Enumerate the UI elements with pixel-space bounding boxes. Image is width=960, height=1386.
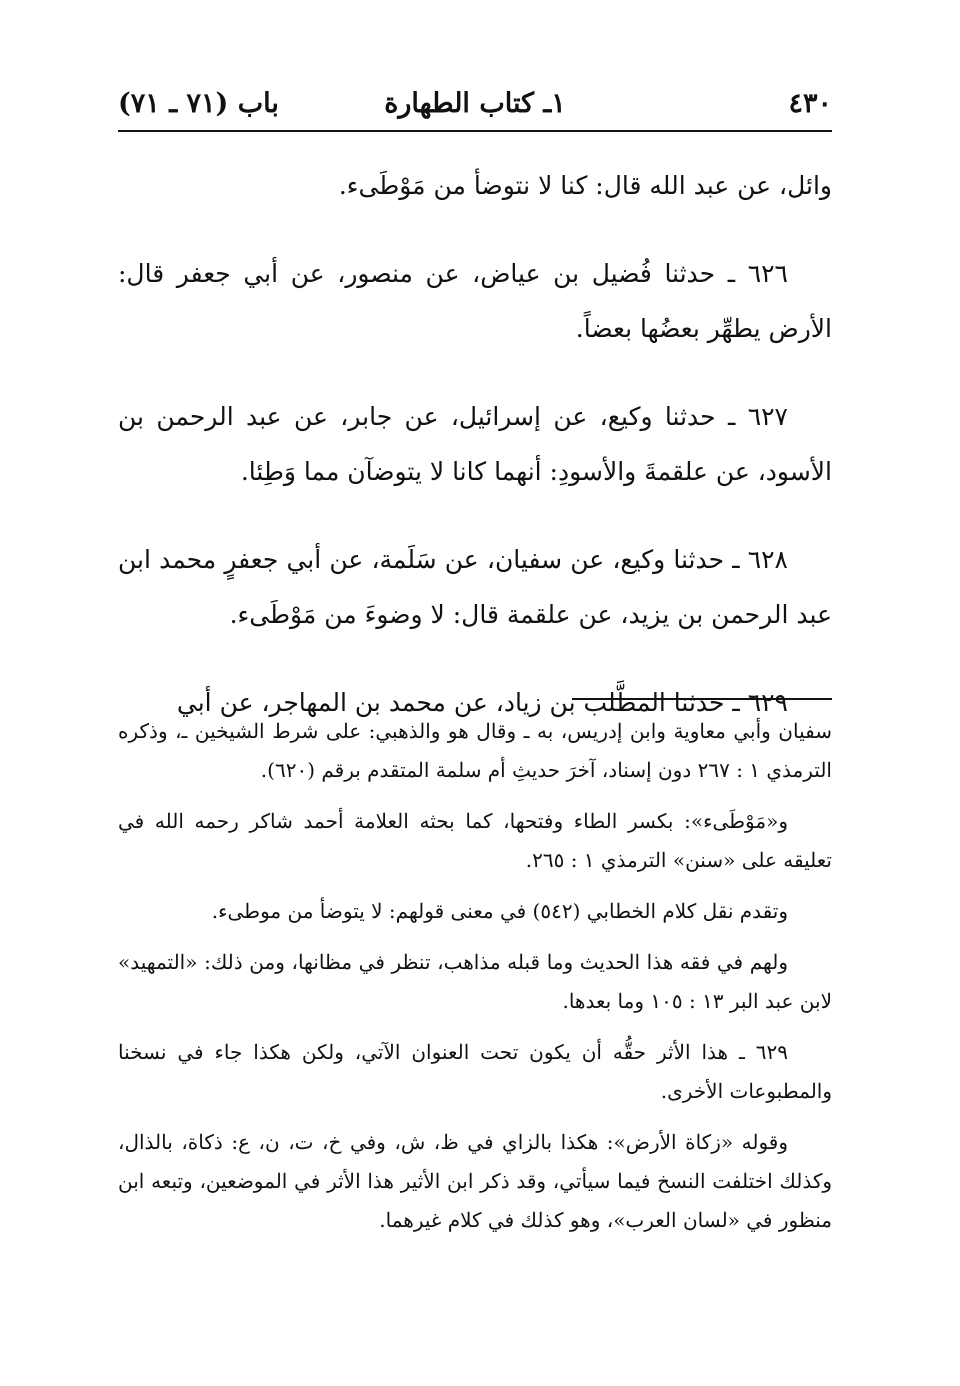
running-header — [118, 84, 832, 124]
hadith-629: ٦٢٩ ـ حدثنا المطَّلب بن زياد، عن محمد بن المهاجر، عن أبي — [176, 688, 788, 717]
main-paragraph: وائل، عن عبد الله قال: كنا لا نتوضأ من مَوْطَىء. — [338, 171, 832, 200]
footnote-paragraph: سفيان وأبي معاوية وابن إدريس، به ـ وقال هو والذهبي: على شرط الشيخين ـ، وذكره الترمذي ١ : ٢٦٧ دون إسناد، آخرَ حديثِ أم سلمة المتقدم برقم (٦٢٠). — [118, 719, 832, 782]
hadith-628: ٦٢٨ ـ حدثنا وكيع، عن سفيان، عن سَلَمة، عن أبي جعفرٍ محمد ابن عبد الرحمن بن يزيد، عن علقمة قال: لا وضوءَ من مَوْطَىء. — [118, 545, 832, 629]
chapter-range: باب (٧١ ـ ٧١) — [118, 88, 279, 119]
main-text — [118, 158, 832, 763]
footnotes — [118, 712, 832, 1252]
header-divider — [118, 130, 832, 132]
page-number: ٤٣٠ — [788, 88, 832, 119]
footnote-paragraph: وتقدم نقل كلام الخطابي (٥٤٢) في معنى قولهم: لا يتوضأ من موطىء. — [211, 899, 788, 923]
footnote-paragraph: ولهم في فقه هذا الحديث وما قبله مذاهب، تنظر في مظانها، ومن ذلك: «التمهيد» لابن عبد البر ١٣ : ١٠٥ وما بعدها. — [118, 950, 832, 1013]
footnote-paragraph: وقوله «زكاة الأرض»: هكذا بالزاي في ظ، ش، وفي خ، ت، ن، ع: ذكاة، بالذال، وكذلك اختلفت النسخ فيما سيأتي، وقد ذكر ابن الأثير هذا الأثر في الموضعين، وتبعه ابن منظور في «لسان العرب»، وهو كذلك في كلام غيرهما. — [118, 1130, 832, 1232]
footnote-divider — [572, 698, 832, 700]
footnote-paragraph: ٦٢٩ ـ هذا الأثر حقُّه أن يكون تحت العنوان الآتي، ولكن هكذا جاء في نسخنا والمطبوعات الأخرى. — [118, 1040, 832, 1103]
book-title: ١ـ كتاب الطهارة — [384, 88, 566, 119]
footnote-paragraph: و«مَوْطَىء»: بكسر الطاء وفتحها، كما بحثه العلامة أحمد شاكر رحمه الله في تعليقه على «سنن» الترمذي ١ : ٢٦٥. — [118, 809, 832, 872]
hadith-627: ٦٢٧ ـ حدثنا وكيع، عن إسرائيل، عن جابر، عن عبد الرحمن بن الأسود، عن علقمةَ والأسودِ: أنهما كانا لا يتوضآن مما وَطِئا. — [118, 402, 832, 486]
hadith-626: ٦٢٦ ـ حدثنا فُضيل بن عياض، عن منصور، عن أبي جعفر قال: الأرض يطهِّر بعضُها بعضاً. — [118, 259, 832, 343]
